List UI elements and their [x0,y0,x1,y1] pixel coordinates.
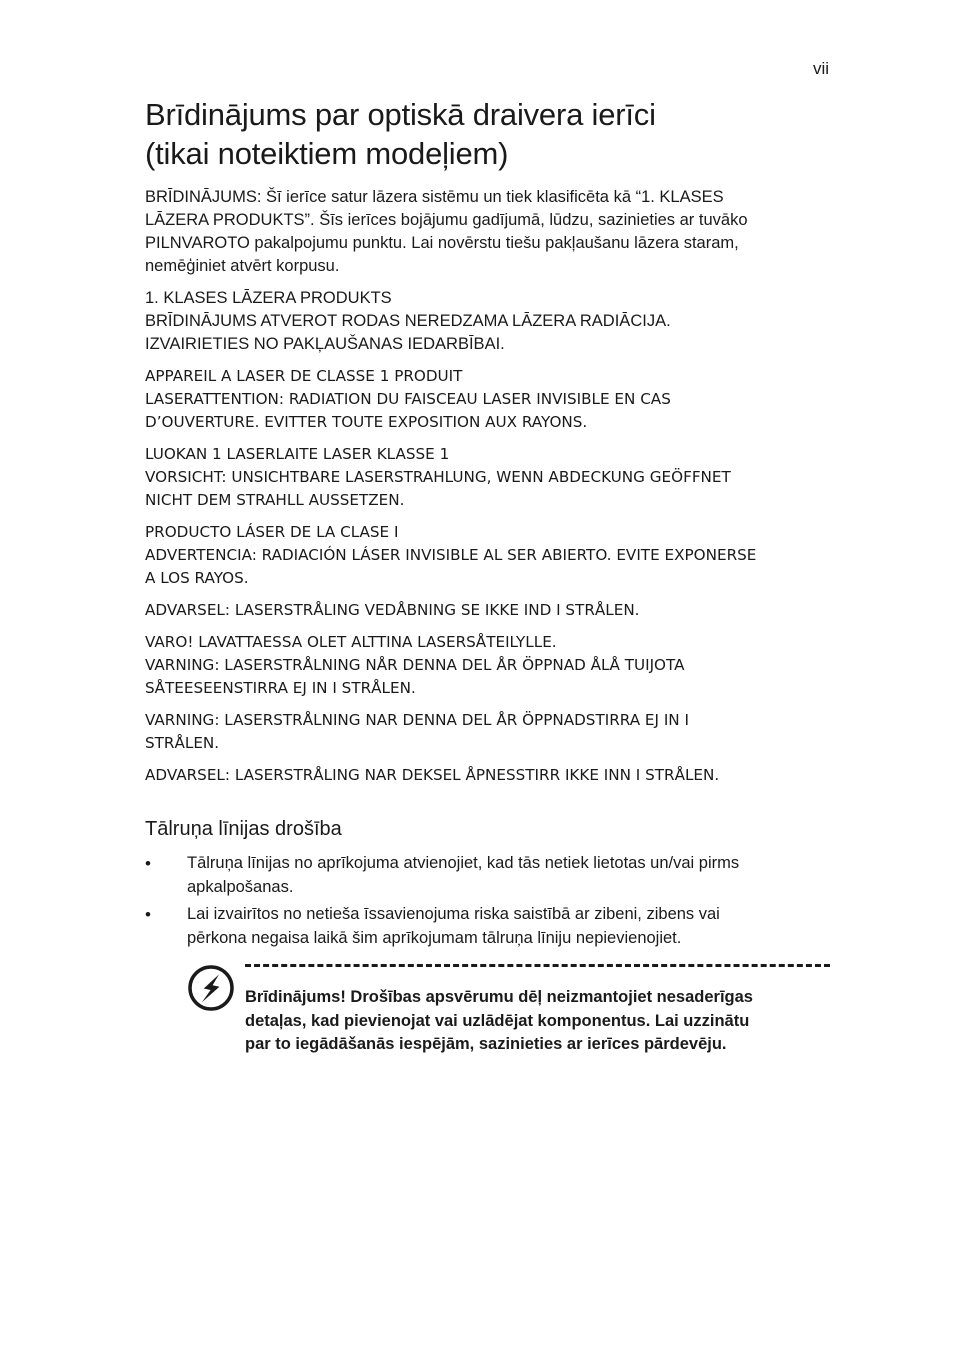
text-line: Lai izvairītos no netieša īssavienojuma riska saistībā ar zibeni, zibens vai [187,905,720,923]
text-line: LUOKAN 1 LASERLAITE LASER KLASSE 1 [145,445,450,463]
list-item [145,852,830,899]
paragraph [145,709,830,755]
section-heading: Tālruņa līnijas drošība [145,818,342,840]
text-line: VORSICHT: UNSICHTBARE LASERSTRAHLUNG, WENN ABDECKUNG GEÖFFNET [145,468,731,486]
laser-warnings [145,186,830,787]
text-line: Tālruņa līnijas no aprīkojuma atvienojiet, kad tās netiek lietotas un/vai pirms [187,854,740,872]
warning-note [187,964,830,1057]
text-line: LĀZERA PRODUKTS”. Šīs ierīces bojājumu gadījumā, lūdzu, sazinieties ar tuvāko [145,211,748,229]
warning-text [245,986,830,1057]
text-line: VARNING: LASERSTRÅLNING NAR DENNA DEL ÅR ÖPPNADSTIRRA EJ IN I [145,711,689,729]
text-line: ADVARSEL: LASERSTRÅLING VEDÅBNING SE IKKE IND I STRÅLEN. [145,601,640,619]
text-line: BRĪDINĀJUMS: Šī ierīce satur lāzera sistēmu un tiek klasificēta kā “1. KLASES [145,188,724,206]
bullet-list [145,852,830,950]
text-line: NICHT DEM STRAHLL AUSSETZEN. [145,491,405,509]
text-line: VARO! LAVATTAESSA OLET ALTTINA LASERSÅTEILYLLE. [145,633,557,651]
page-title [145,95,830,173]
text-line: LASERATTENTION: RADIATION DU FAISCEAU LASER INVISIBLE EN CAS [145,390,671,408]
paragraph [145,521,830,590]
dashed-divider [245,964,830,967]
bullet-icon: • [145,905,151,924]
text-line: pērkona negaisa laikā šim aprīkojumam tālruņa līniju nepievienojiet. [187,928,682,947]
text-line: STRÅLEN. [145,734,220,752]
text-line: IZVAIRIETIES NO PAKĻAUŠANAS IEDARBĪBAI. [145,335,505,353]
text-line: ADVERTENCIA: RADIACIÓN LÁSER INVISIBLE AL SER ABIERTO. EVITE EXPONERSE [145,546,757,564]
list-item [145,903,830,950]
text-line: par to iegādāšanās iespējām, sazinieties ar ierīces pārdevēju. [245,1035,727,1053]
text-line: Brīdinājums! Drošības apsvērumu dēļ neizmantojiet nesaderīgas [245,988,753,1006]
text-line: APPAREIL A LASER DE CLASSE 1 PRODUIT [145,367,463,385]
page-number: vii [812,59,829,78]
paragraph [145,365,830,434]
text-line: detaļas, kad pievienojat vai uzlādējat komponentus. Lai uzzinātu [245,1011,750,1030]
text-line: nemēģiniet atvērt korpusu. [145,257,340,275]
text-line: BRĪDINĀJUMS ATVEROT RODAS NEREDZAMA LĀZERA RADIĀCIJA. [145,312,671,330]
text-line: PRODUCTO LÁSER DE LA CLASE I [145,523,399,541]
text-line: D’OUVERTURE. EVITTER TOUTE EXPOSITION AUX RAYONS. [145,413,588,431]
title-line: (tikai noteiktiem modeļiem) [145,136,509,171]
text-line: 1. KLASES LĀZERA PRODUKTS [145,289,392,307]
bullet-icon: • [145,854,151,873]
paragraph [145,764,830,787]
text-line: PILNVAROTO pakalpojumu punktu. Lai novērstu tiešu pakļaušanu lāzera staram, [145,234,739,252]
paragraph [145,599,830,622]
paragraph [145,186,830,278]
lightning-warning-icon [187,964,235,1012]
paragraph [145,287,830,356]
text-line: apkalpošanas. [187,877,294,896]
title-line: Brīdinājums par optiskā draivera ierīci [145,97,656,132]
paragraph [145,443,830,512]
page-content [145,95,830,1057]
text-line: ADVARSEL: LASERSTRÅLING NAR DEKSEL ÅPNESSTIRR IKKE INN I STRÅLEN. [145,766,720,784]
text-line: A LOS RAYOS. [145,569,249,587]
text-line: VARNING: LASERSTRÅLNING NÅR DENNA DEL ÅR ÖPPNAD ÅLÅ TUIJOTA [145,656,685,674]
text-line: SÅTEESEENSTIRRA EJ IN I STRÅLEN. [145,679,416,697]
paragraph [145,631,830,700]
